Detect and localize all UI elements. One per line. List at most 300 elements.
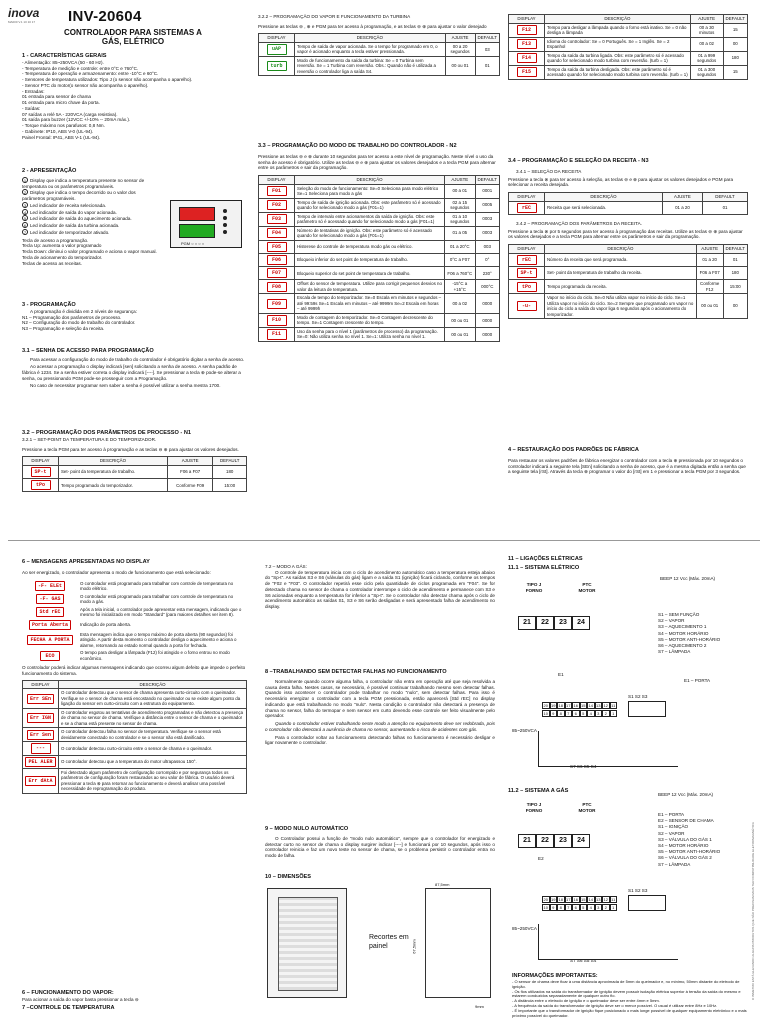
table-row	[259, 42, 500, 56]
terminal-block-electric	[542, 702, 617, 717]
table-cell: Seleção do modo de funcionamento: Se=0 Seleciona para modo elétrico Se=1 Seleciona para modo a gás	[295, 184, 445, 198]
recipe-select-table	[508, 192, 748, 215]
table-cell: 01	[703, 201, 748, 214]
parameters-continued	[508, 14, 748, 80]
table-row	[259, 56, 500, 76]
table-row	[259, 294, 500, 314]
table-cell: 0003	[475, 226, 499, 240]
message-display	[22, 649, 78, 662]
table-cell: 00	[723, 37, 747, 51]
terminal-21: 21	[518, 616, 536, 630]
table-cell: 00 a 30 minutos	[690, 23, 723, 37]
column-header: DEFAULT	[475, 176, 499, 185]
table-row	[259, 313, 500, 327]
terminal-block-pin: 2	[602, 904, 610, 911]
display-code: Porta Aberta	[29, 620, 71, 630]
presentation-item	[22, 177, 157, 189]
table-cell	[509, 280, 545, 294]
table-header-row	[509, 245, 748, 254]
terminal-block-pin: 5	[580, 904, 588, 911]
legend-electric	[658, 612, 720, 655]
presentation-item	[22, 229, 157, 236]
table-cell: 00 a 02	[690, 37, 723, 51]
led-turbine	[223, 230, 227, 234]
legend-item: S5 – MOTOR ANTI-HORÁRIO	[658, 849, 721, 855]
table-cell	[23, 689, 59, 709]
table-cell: Receita que será selecionada.	[545, 201, 663, 214]
message-text: Esta mensagem indica que o tempo máximo de porta aberta (90 segundos) foi atingido. A partir desta momento o controlador desliga o aquecimento e aciona o alarme, retornando ao estado normal quando a porta for fechada.	[80, 631, 237, 648]
side-view-drawing	[267, 888, 347, 998]
terminal-row	[542, 702, 617, 710]
display-code: turb	[267, 61, 287, 71]
table-row	[259, 212, 500, 226]
presentation-section: 2 - APRESENTAÇÃO 1 Display que indica a temperatura presente no sensor de temperatura ou os parâmetros programáveis. 2 Display que indica o tempo decorrido ou o valor dos parâmetros programáveis. 3 Led indicador de receita selecionada. 4 Led indicador de saída do vapor acionada. 5 Led indicador de saída do aquecimento acionada. 6 Led indicador de saída da turbina acionada. 7 Led indicador de temporizador ativado. Tecla de acesso a programação. Tecla Up: aumenta o valor programado Tecla Down: diminui o valor programado e aciona o vapor manual. Tecla de acionamento do temporizador. Teclas de acesso as receitas. PGM ○ ○ ○ ○	[22, 168, 247, 266]
recipe-params-table	[508, 244, 748, 319]
level-item: N3 – Programação e seleção da receita.	[22, 326, 105, 332]
terminal-block-pin: 18	[558, 703, 563, 708]
display-code: F06	[267, 255, 287, 265]
table-row	[509, 65, 748, 79]
time-display	[179, 224, 215, 238]
legend-item: S6 – VÁLVULA DO GÁS 2	[658, 855, 712, 861]
terminal-block-pin: 20	[543, 897, 548, 902]
column-header: DISPLAY	[259, 176, 295, 185]
table-row	[509, 294, 748, 319]
table-cell: 180	[723, 266, 747, 279]
table-cell: Set- point da temperatura de trabalho.	[59, 465, 168, 478]
table-cell: Offset do sensor de temperatura. Utilize para corrigir pequenos desvios no valor da leitura de temperatura.	[295, 280, 445, 294]
spec-line: - Temperatura de operação e armazenamento: entre -10°C e 60°C.	[22, 71, 159, 77]
terminal-block-pin: 1	[610, 710, 618, 717]
table-cell: Modo de contagem do temporizador. Se=0 Contagem decrescente do tempo. Se=1 Contagem crescente do tempo.	[295, 313, 445, 327]
table-cell: 01	[723, 253, 747, 266]
message-text: O controlador está programado para trabalhar com controle de temperatura no modo a gás.	[80, 593, 234, 605]
table-cell	[259, 42, 295, 56]
steam-table	[258, 33, 500, 76]
legend-item: S7 – LÂMPADA	[658, 861, 691, 867]
message-display	[22, 631, 78, 650]
table-row	[259, 198, 500, 212]
display-code: F11	[267, 329, 287, 339]
spec-line: - Alimentação: 85~250VCA (50 - 60 Hz).	[22, 59, 104, 65]
front-view-drawing	[425, 888, 491, 998]
table-cell: F06 a F07	[167, 465, 212, 478]
table-cell: 230°	[475, 267, 499, 280]
terminal-block-pin: 20	[543, 703, 548, 708]
work-mode-section: 3.3 – PROGRAMAÇÃO DO MODO DE TRABALHO DO CONTROLADOR - N2 Pressione as teclas ⊖ e ⊕ durante 10 segundos para ter acesso a este nível de programação. Neste nível o uso da senha de acesso é obrigatório. Utilize as teclas ⊖ e ⊕ para ajustar os valores desejados e a tecla PGM para alternar entre os parâmetros e sair da programação. DISPLAY DESCRIÇÃO AJUSTE DEFAULT F01 Seleção do modo de funcionamento: Se=0 Seleciona para modo elétrico Se=1 Seleciona para modo a gás 00 a 01 0001 F02 Tempo de saída de ignição acionada. Obs: este parâmetro só é acessado quando for selecionado modo a gás (F01=1) 02 a 15 segundos 0005 F03 Tempo de intervalo entre acionamentos da saída de ignição. Obs: este parâmetro só é acessado quando for selecionado modo a gás (F01=1) 01 a 10 segundos 0003 F04 Número de tentativas de ignição. Obs: este parâmetro só é acessado quando for selecionado modo a gás (F01=1) 01 a 05 0003 F05 Histerese do controle de temperatura modo gás ou elétrico. 01 a 20°C 003 F06 Bloqueio inferior do set point de temperatura de trabalho. 0°C a F07 0° F07 Bloqueio superior do set point de temperatura de trabalho. F06 a 760°C 230° F08 Offset do sensor de temperatura. Utilize para corrigir pequenos desvios no valor da leitura de temperatura. -15°C a +15°C 000°C F09 Escala de tempo do temporizador. Se=0 Escala em minutos e segundos – até 99:59s Se=1 Escala em minutos – até 9999m Se=2 Escala em horas – até 9999h 00 a 02 0000 F10 Modo de contagem do temporizador. Se=0 Contagem decrescente do tempo. Se=1 Contagem crescente do tempo. 00 ou 01 0000 F11 Uso da senha para o nível 1 (parâmetros de processo) da programação. Se=0: Não utiliza senha no nível 1. Se=1: Utiliza senha no nível 1. 00 ou 01 0000	[258, 143, 500, 342]
table-cell	[259, 226, 295, 240]
programming-section: 3 - PROGRAMAÇÃO A programação é dividida em 2 níveis de segurança: N1 – Programação dos parâmetros de processo. N2 – Configuração do modo de trabalho do controlador. N3 – Programação e seleção da receita.	[22, 302, 247, 332]
terminal-block-gas	[542, 896, 617, 911]
display-code: Err dAtA	[25, 776, 55, 786]
message-row	[22, 606, 247, 619]
terminal-block-pin: 2	[602, 710, 610, 717]
table-cell	[23, 479, 59, 492]
terminal-block-pin: 9	[550, 710, 558, 717]
legend-item: S1 – IGNIÇÃO	[658, 824, 689, 830]
column-header: DEFAULT	[723, 15, 747, 24]
table-cell	[23, 708, 59, 728]
table-cell: 01 a 20	[662, 201, 702, 214]
spec-line: 01 saída para buzzer (12VCC +/-10% -- 20mA máx.).	[22, 117, 131, 123]
table-cell: F06 a F07	[696, 266, 723, 279]
terminal-21: 21	[518, 834, 536, 848]
legend-gas	[658, 812, 720, 868]
table-cell	[23, 465, 59, 478]
display-code: F03	[267, 214, 287, 224]
column-header: DESCRIÇÃO	[295, 176, 445, 185]
terminal-block-pin: 13	[596, 703, 601, 708]
table-row	[259, 267, 500, 280]
display-code: -F- ELEt	[35, 581, 65, 591]
table-row	[23, 479, 247, 492]
table-cell: 00 ou 01	[445, 327, 476, 341]
relay-box-gas	[628, 895, 666, 911]
display-code: F12	[517, 25, 537, 35]
table-cell	[509, 51, 545, 65]
table-cell	[259, 184, 295, 198]
led-heat	[223, 223, 227, 227]
paragraph: Para acessar a configuração do modo de trabalho do controlador é obrigatório digitar a senha de acesso.	[30, 356, 245, 362]
wiring-section: 11 – LIGAÇÕES ELÉTRICAS 11.1 – SISTEMA ELÉTRICO BEEP 12 Vcc (Máx. 20mA) TIPO J FORNO PTC MOTOR 21 22 23 24 S1 – SEM FUNÇÃO S2 – VAPOR S3 – AQUECIMENTO 1 S4 – MOTOR HORÁRIO S5 – MOTOR ANTI-HORÁRIO S6 – AQUECIMENTO 2 S7 – LÂMPADA E1 – PORTA E1 20 19 18 17 16 15 14 13 12 11 10 9 8 7 6 5 4 3 2 1 S1 S2 S3 85~250VCA S7 S6 S5 S4 11.2 – SISTEMA A GÁS BEEP 12 Vcc (Máx. 20mA) TIPO J FORNO PTC MOTOR 21 22 23 24 E1 – PORTA E2 – SENSOR DE CHAMA S1 – IGNIÇÃO S2 – VAPOR S3 – VÁLVULA DO GÁS 1 S4 – MOTOR HORÁRIO S5 – MOTOR ANTI-HORÁRIO S6 – VÁLVULA DO GÁS 2 S7 – LÂMPADA E2 20 19 18 17 16 15 14 13 12 11 10 9 8 7 6 5 4 3 2 1 S1 S2 S3 85~250VCA S7 S6 S5 S4 INFORMAÇÕES IMPORTANTES: - O sensor de chama deve ficar à uma distância aproximada de 5mm do queimador e, no mínimo, 50mm distante do eletrodo de ignição. - Os fios utilizados na saída do transformador de ignição devem possuir isolação elétrica superior à tensão da saída do mesmo e estarem conduzidos separadamente de qualquer outro fio. - A distância entre o eletrodo de ignição e o queimador deve ser entre 4mm e 5mm. - A frequência da saída do transformador de ignição deve ser o menor possível. O usual é utilizar entre 8Hz e 10Hz. - É importante que o transformador de ignição fique posicionado o mais longe possível de qualquer equipamento eletrônico e o mais próximo possível do queimador.	[508, 556, 753, 1016]
spec-line: - Temperatura de medição e controle: entre 0°C e 760°C.	[22, 65, 139, 71]
info-line: - O sensor de chama deve ficar à uma distância aproximada de 5mm do queimador e, no mínimo, 50mm distante do eletrodo de ignição.	[512, 978, 740, 989]
level-item: N2 – Configuração do modo de trabalho do controlador.	[22, 320, 136, 326]
auto-null-section: 9 – MODO NULO AUTOMÁTICO O Controlador possui a função de "modo nulo automático", sempre que o controlador for energizado e detectar curto no sensor de chama o display surgirer indicar [----] e funcionará por 10 segundos, após isso o controlador reinicia e faz um novo teste no sensor de chama, se o problema persistir o controlador entra no modo de falha.	[265, 826, 495, 859]
messages-section: 6 – MENSAGENS APRESENTADAS NO DISPLAY Ao ser energizado, o controlador apresenta o modo de funcionamento que está selecionado: -F- ELEt O controlador está programado para trabalhar com controle de temperatura no modo elétrico. -F- GAS O controlador está programado para trabalhar com controle de temperatura no modo a gás. Std rEC Após a tela inicial, o controlador pode apresentar esta mensagem, indicando que o mesmo foi inicializado em modo "Standard" (para maiores detalhes ver item 8). Porta Aberta Indicação de porta aberta. FECHA A PORTA Esta mensagem indica que o tempo máximo de porta aberta (90 segundos) foi atingido. A partir desta momento o controlador desliga o aquecimento e aciona o alarme, retornando ao estado normal quando a porta for fechada. ECO O tempo para desligar a lâmpada (F12) foi atingido e o forno entrou no modo econômico. O controlador poderá indicar algumas mensagens indicando que ocorreu algum defeito que impede o perfeito funcionamento do sistema. DISPLAY DESCRIÇÃO Err SEn O controlador detectou que o sensor de chama apresenta curto-circuito com o queimador. Verifique se o sensor de chama está encostando no queimador ou se existe algum ponto da ligação do sensor em curto-circuito com a estrutura do equipamento. Err IGN O controlador esgotou as tentativas de acendimento programadas e não detectou a presença de chama no sensor de chama. Verifique a distância entre o sensor de chama e o queimador e se a chama está presente no sensor de chama. Err Sen O controlador detectou falha no sensor de temperatura. Verifique se o sensor está devidamente conectado no controlador e se o sensor não está danificado. --- O controlador detectou curto-circuito entre o sensor de chama e o queimador. PEL ALER O controlador detectou que a temperatura do motor ultrapassou 150°. Err dAtA Foi detectado algum parâmetro de configuração corrompido e por segurança todos os parâmetros de configuração foram restaurados ao seu valor de fábrica. O usuário deverá pressionar a tecla ⊗ para retornar ao funcionamento e deverá analisar uma possível necessidade de reprogramação do produto.	[22, 559, 247, 794]
item-text: Led indicador de saída da turbina acionada.	[30, 223, 120, 229]
message-text: Indicação de porta aberta.	[80, 622, 132, 628]
column-header: DISPLAY	[23, 680, 59, 689]
paragraph: Ao acessar a programação o display indicará [sen] solicitando a senha de acesso. A senha padrão de fábrica é 1234. Se a senha estiver correta o display indicará [----]. Se pressionar a tecla ⊕ pode-se alterar a senha, ou pressionando PGM pode-se prosseguir com a Programação.	[22, 364, 241, 381]
column-header: DEFAULT	[723, 245, 747, 254]
table-cell: Tempo programado do temporizador.	[59, 479, 168, 492]
message-row	[22, 593, 247, 606]
display-code: F01	[267, 186, 287, 196]
table-row	[259, 184, 500, 198]
table-cell: -15°C a +15°C	[445, 280, 476, 294]
display-code: F14	[517, 53, 537, 63]
terminal-22: 22	[536, 834, 554, 848]
table-cell: 02 a 15 segundos	[445, 198, 476, 212]
terminal-block-pin: 12	[603, 897, 608, 902]
column-header: DESCRIÇÃO	[59, 680, 247, 689]
table-cell: 0005	[475, 198, 499, 212]
table-cell: 00 ou 01	[445, 313, 476, 327]
wiring-lines-electric	[538, 731, 678, 767]
table-cell: O controlador detectou que a temperatura do motor ultrapassou 150°.	[59, 755, 247, 768]
table-cell	[259, 327, 295, 341]
terminal-block-pin: 6	[572, 710, 580, 717]
legend-item: S4 – MOTOR HORÁRIO	[658, 630, 709, 636]
wiring-lines-gas	[538, 924, 678, 960]
column-header: DESCRIÇÃO	[545, 193, 663, 202]
item-number: 7	[23, 229, 27, 235]
terminal-block-pin: 7	[565, 904, 573, 911]
process-section: 3.2 – PROGRAMAÇÃO DOS PARÂMETROS DE PROCESSO - N1 3.2.1 – SET-POINT DA TEMPERATURA E DO TEMPORIZADOR. Pressione a tecla PGM para ter acesso à programação e as teclas ⊖ ⊕ para ajustar os valores desejados. DISPLAY DESCRIÇÃO AJUSTE DEFAULT SP-t Set- point da temperatura de trabalho. F06 a F07 180 tPo Tempo programado do temporizador. Conforme F09 15:00	[22, 430, 247, 492]
table-cell	[23, 742, 59, 755]
display-code: uAP	[267, 44, 287, 54]
terminal-block-pin: 10	[543, 904, 548, 910]
table-row	[259, 327, 500, 341]
item-text: Led indicador de receita selecionada.	[30, 202, 107, 208]
spec-line: 07 saídas a relé 5A - 220VCA (carga resistiva).	[22, 111, 118, 117]
table-cell	[259, 280, 295, 294]
table-cell: Tempo de saída de vapor acionada. Se o tempo for programado em 0, o vapor é acionado enquanto a tecla estiver pressionada.	[295, 42, 446, 56]
table-cell: Foi detectado algum parâmetro de configuração corrompido e por segurança todos os parâmetros de configuração foram restaurados ao seu valor de fábrica. O usuário deverá pressionar a tecla ⊗ para retornar ao funcionamento e deverá analisar uma possível necessidade de reprogramação do produto.	[59, 768, 247, 793]
table-cell: 0°C a F07	[445, 253, 476, 266]
table-cell	[509, 65, 545, 79]
spec-line: 01 entrada para micro chave da porta.	[22, 100, 100, 106]
column-header: AJUSTE	[167, 457, 212, 466]
terminal-block-pin: 18	[558, 897, 563, 902]
table-row	[259, 253, 500, 266]
legend-item: S6 – AQUECIMENTO 2	[658, 642, 707, 648]
level-item: N1 – Programação dos parâmetros de processo.	[22, 314, 122, 320]
table-cell	[509, 266, 545, 279]
table-header-row	[23, 457, 247, 466]
legend-item: S2 – VAPOR	[658, 830, 685, 836]
column-header: DEFAULT	[475, 34, 499, 43]
column-header: DEFAULT	[703, 193, 748, 202]
table-cell: Vapor no início do ciclo. Se=0 Não utiliza vapor no início do ciclo. Se=1 Utiliza vapor no início do ciclo. Se=2 Sempre que programado um vapor no início do ciclo a saída do vapor liga 6 segundos após o acionamento do temporizador.	[545, 294, 697, 319]
table-cell: 0000	[475, 313, 499, 327]
spec-line: - Sensores de temperatura utilizados: Tipo J (o sensor não acompanha o aparelho).	[22, 77, 193, 83]
temperature-display	[179, 207, 215, 221]
table-row	[23, 689, 247, 709]
item-number: 4	[23, 209, 27, 215]
display-code: ECO	[40, 651, 60, 661]
column-header: DESCRIÇÃO	[59, 457, 168, 466]
column-header: AJUSTE	[696, 245, 723, 254]
table-cell: O controlador detectou que o sensor de chama apresenta curto-circuito com o queimador. Verifique se o sensor de chama está encostando no queimador ou se existe algum ponto da ligação do sensor em curto-circuito com a estrutura do equipamento.	[59, 689, 247, 709]
params-table-2	[508, 14, 748, 80]
spec-line: - Saídas:	[22, 105, 41, 111]
terminal-block-pin: 13	[596, 897, 601, 902]
terminal-row	[542, 710, 617, 718]
terminal-block-pin: 6	[572, 904, 580, 911]
table-cell: Tempo da saída da turbina desligada. Obs: este parâmetro só é acessado quando for selecionado modo turbina com reversão. (turb = 1)	[545, 65, 691, 79]
presentation-item	[22, 189, 157, 201]
terminal-block-pin: 3	[595, 904, 603, 911]
display-code: Err SEn	[27, 694, 54, 704]
table-cell: 01 a 300 segundos	[690, 65, 723, 79]
legend-item: S2 – VAPOR	[658, 618, 685, 624]
table-cell: Tempo para desligar a lâmpada quando o forno está inativo. Se = 0 não desliga a lâmpada	[545, 23, 691, 37]
table-header-row	[259, 176, 500, 185]
led-recipe	[223, 209, 227, 213]
legend-item: S3 – VÁLVULA DO GÁS 1	[658, 836, 712, 842]
table-cell: 15	[723, 65, 747, 79]
work-mode-table	[258, 175, 500, 342]
legend-item: S7 – LÂMPADA	[658, 649, 691, 655]
table-cell: Tempo programado da receita.	[545, 280, 697, 294]
table-cell: 00	[723, 294, 747, 319]
table-cell	[259, 267, 295, 280]
table-row	[23, 768, 247, 793]
table-row	[509, 253, 748, 266]
message-text: O controlador está programado para trabalhar com controle de temperatura no modo elétrico.	[80, 580, 234, 592]
table-cell: Escala de tempo do temporizador. Se=0 Escala em minutos e segundos – até 99:59s Se=1 Escala em minutos – até 9999m Se=2 Escala em horas – até 9999h	[295, 294, 445, 314]
message-display	[22, 593, 78, 606]
table-cell	[259, 240, 295, 253]
table-cell: 180	[723, 51, 747, 65]
item-text: Display que indica a temperatura presente no sensor de temperatura ou os parâmetros programáveis.	[22, 177, 145, 189]
table-header-row	[23, 680, 247, 689]
spec-line: 01 entrada para sensor de chama	[22, 94, 91, 100]
message-text: O tempo para desligar a lâmpada (F12) foi atingido e o forno entrou no modo econômico.	[80, 650, 230, 661]
key-description: Teclas de acesso as receitas.	[22, 260, 83, 266]
table-cell	[259, 212, 295, 226]
column-header: DISPLAY	[509, 15, 545, 24]
table-cell	[23, 768, 59, 793]
display-code: SP-t	[517, 268, 537, 278]
startup-messages-table	[22, 580, 247, 663]
column-header: DISPLAY	[509, 193, 545, 202]
dimensions-section: 10 – DIMENSÕES Recortes em painel 87,5mm 67,5mm 9mm	[265, 874, 495, 1014]
table-cell: 01 a 10 segundos	[445, 212, 476, 226]
table-cell: 180	[213, 465, 247, 478]
spec-line: Painel Frontal: IP41, ABS V-1 (UL-94).	[22, 134, 101, 140]
page-title: INV-20604	[68, 8, 142, 25]
table-cell: Uso da senha para o nível 1 (parâmetros de processo) da programação. Se=0: Não utiliza senha no nível 1. Se=1: Utiliza senha no nível 1.	[295, 327, 445, 341]
presentation-item	[22, 215, 157, 222]
display-code: Err IGN	[27, 713, 54, 723]
terminal-block-pin: 7	[565, 710, 573, 717]
terminal-block-pin: 15	[581, 897, 586, 902]
side-note: O INMETRO ESTÁ ELEVANDO ALGUNS PRODUTOS QUE NÃO PRECISAM MAIS TER COMPATIBILIDADE ELETROMAGNÉTICA	[751, 822, 755, 1000]
message-display	[22, 619, 78, 631]
terminal-24: 24	[572, 834, 590, 848]
no-fault-section: 8 –TRABALHANDO SEM DETECTAR FALHAS NO FUNCIONAMENTO Normalmente quando ocorre alguma falha, o controlador não entra em operação até que seja resolvida a causa desta falha. Nestes casos, se necessário, é possível continuar trabalhando mesmo sem detectar falhas. Quando isso acontecer o controlador pode trabalhar no modo "nulo", sem detectar falhas. Para isso é necessário energizar o controlador com a tecla PGM pressionada, então aparecerá [Std rEC] no display indicando que está trabalhando no modo "nulo". Nesta condição o controlador não detectará a presença de chama no sensor, falha do termopar e nem sensor em curto devendo esse controle ser feito visualmente pelo operador. Quando o controlador estiver trabalhando neste modo a atenção no equipamento deve ser redobrada, pois o controlador não detectará a ausência de chama no sensor, aumentando o risco de acidentes com gás. Para o controlador voltar ao funcionamento detectando falhas no funcionamento é necessário desligar e ligar novamente o controlador.	[265, 669, 495, 746]
terminal-block-pin: 14	[588, 897, 593, 902]
table-cell	[509, 201, 545, 214]
table-row	[259, 226, 500, 240]
presentation-item	[22, 202, 157, 209]
terminal-block-pin: 10	[543, 710, 548, 716]
terminal-row	[542, 896, 617, 904]
display-code: SP-t	[31, 467, 51, 477]
table-cell: 003	[475, 240, 499, 253]
message-row	[22, 619, 247, 631]
column-header: AJUSTE	[662, 193, 702, 202]
terminal-block-pin: 11	[611, 703, 616, 708]
table-cell: Set- point da temperatura de trabalho da receita.	[545, 266, 697, 279]
presentation-item	[22, 209, 157, 216]
table-cell: Bloqueio inferior do set point de temperatura de trabalho.	[295, 253, 445, 266]
terminal-block-pin: 9	[550, 904, 558, 911]
table-cell	[259, 198, 295, 212]
legend-item: S4 – MOTOR HORÁRIO	[658, 842, 709, 848]
terminal-block-pin: 11	[611, 897, 616, 902]
column-header: DISPLAY	[509, 245, 545, 254]
terminal-block-pin: 19	[551, 897, 556, 902]
display-code: -u-	[517, 301, 537, 311]
table-row	[509, 201, 748, 214]
table-row	[259, 240, 500, 253]
table-cell: 0000	[475, 327, 499, 341]
terminal-block-pin: 12	[603, 703, 608, 708]
legend-item: S5 – MOTOR ANTI-HORÁRIO	[658, 636, 721, 642]
display-code: PEL ALER	[25, 757, 55, 767]
dim-depth: 9mm	[475, 1004, 484, 1009]
display-code: Std rEC	[36, 607, 63, 617]
table-cell: 15:00	[723, 280, 747, 294]
dim-width: 87,5mm	[435, 882, 450, 887]
table-header-row	[509, 193, 748, 202]
paragraph: No caso de necessitar programar sem saber a senha é possível utilizar a senha mestra 1700.	[30, 382, 221, 388]
column-header: DISPLAY	[259, 34, 295, 43]
table-cell	[259, 56, 295, 76]
table-cell: Modo de funcionamento da saída da turbina: Se = 0 Turbina sem reversão. Se = 1 Turbina com reversão. Obs.: Quando não é utilizada a reversão o controlador liga a saída S4.	[295, 56, 446, 76]
table-cell: Número da receita que será programada.	[545, 253, 697, 266]
table-cell: 0001	[475, 184, 499, 198]
display-code: F07	[267, 268, 287, 278]
key-description: Tecla Down: diminui o valor programado e aciona o vapor manual.	[22, 249, 157, 255]
table-row	[509, 37, 748, 51]
table-cell: Tempo de intervalo entre acionamentos da saída de ignição. Obs: este parâmetro só é acessado quando for selecionado modo a gás (F01=1)	[295, 212, 445, 226]
table-cell: 00 a 01	[445, 184, 476, 198]
terminal-block-pin: 17	[566, 897, 571, 902]
item-text: Led indicador de saída do vapor acionada.	[30, 209, 117, 215]
terminal-23: 23	[554, 616, 572, 630]
table-cell: 15:00	[213, 479, 247, 492]
key-row: PGM ○ ○ ○ ○	[181, 241, 205, 246]
terminal-block-pin: 16	[573, 897, 578, 902]
item-number: 5	[23, 216, 27, 222]
table-cell	[259, 313, 295, 327]
table-cell: 01 a 20	[696, 253, 723, 266]
terminal-block-pin: 15	[581, 703, 586, 708]
legend-item: E2 – SENSOR DE CHAMA	[658, 818, 714, 824]
info-line: - A distância entre o eletrodo de ignição e o queimador deve ser entre 4mm e 5mm.	[512, 998, 660, 1004]
terminal-row	[542, 904, 617, 912]
display-code: F10	[267, 315, 287, 325]
password-section: 3.1 – SENHA DE ACESSO PARA PROGRAMAÇÃO Para acessar a configuração do modo de trabalho do controlador é obrigatório digitar a senha de acesso. Ao acessar a programação o display indicará [sen] solicitando a senha de acesso. A senha padrão de fábrica é 1234. Se a senha estiver correta o display indicará [----]. Se pressionar a tecla ⊕ pode-se alterar a senha, ou pressionando PGM pode-se prosseguir com a Programação. No caso de necessitar programar sem saber a senha é possível utilizar a senha mestra 1700.	[22, 348, 247, 390]
terminal-23: 23	[554, 834, 572, 848]
info-line: - A frequência da saída do transformador de ignição deve ser o menor possível. O usual é utilizar entre 8Hz e 10Hz.	[512, 1002, 718, 1008]
table-cell	[509, 23, 545, 37]
terminal-24: 24	[572, 616, 590, 630]
table-cell: 03	[475, 42, 499, 56]
table-cell	[509, 294, 545, 319]
sensor-terminals-gas	[518, 834, 590, 848]
table-cell: 0°	[475, 253, 499, 266]
error-messages-table	[22, 680, 247, 794]
item-text: Led indicador de saída do aquecimento acionada.	[30, 216, 132, 222]
factory-reset-section: 4 – RESTAURAÇÃO DOS PADRÕES DE FÁBRICA Para restaurar os valores padrões de fábrica energizar o controlador com a tecla ⊕ pressionada por 10 segundos o controlador indicará a seguinte tela [SEn] solicitando a senha de acesso, que é a mesma digitada então a senha que a seguinte tela [rSt]. Através da tecla ⊕ programar o valor do [rSt] em 1 e pressionar a tecla PGM por 3 segundos.	[508, 447, 746, 475]
spec-line: - Sensor PTC do motor(o sensor não acompanha o aparelho).	[22, 82, 149, 88]
important-info: INFORMAÇÕES IMPORTANTES: - O sensor de chama deve ficar à uma distância aproximada de 5mm do queimador e, no mínimo, 50mm distante do eletrodo de ignição. - Os fios utilizados na saída do transformador de ignição devem possuir isolação elétrica superior à tensão da saída do mesmo e estarem conduzidos separadamente de qualquer outro fio. - A distância entre o eletrodo de ignição e o queimador deve ser entre 4mm e 5mm. - A frequência da saída do transformador de ignição deve ser o menor possível. O usual é utilizar entre 8Hz e 10Hz. - É importante que o transformador de ignição fique posicionado o mais longe possível de qualquer equipamento eletrônico e o mais próximo possível do queimador.	[512, 973, 750, 1018]
item-number: 6	[23, 223, 27, 229]
led-steam	[223, 216, 227, 220]
display-code: F04	[267, 228, 287, 238]
spec-line: - Gabinete: IP10, ABS V-0 (UL-94).	[22, 128, 94, 134]
table-row	[509, 266, 748, 279]
presentation-item	[22, 222, 157, 229]
gas-mode-section: 7.2 – MODO A GÁS: O controle de temperatura inicia com o ciclo de acendimento automático caso a temperatura esteja abaixo do "Sp-t". As saídas S3 e S6 (válvulas do gás) ligam e a saída S1 (ignição) ficará ciclando, conforme os tempos de "F02 e "F03". O controlador repetirá esse ciclo pela quantidade de ciclos programada em "F04". Se for detectado chama no sensor de chama o controlador interrompe o ciclo de acendimento e permanece com S3 e S6 acionadas enquanto a temperatura for inferior a "Sp-t". Se o controlador não detectar chama após o ciclo de acendimento automático as saídas S1, S3 e S6 serão desligadas e será apresentado falha de acendimento no display.	[265, 564, 495, 610]
page-subtitle: CONTROLADOR PARA SISTEMAS A GÁS, ELÉTRICO	[64, 27, 202, 46]
table-cell: F06 a 760°C	[445, 267, 476, 280]
table-cell	[509, 253, 545, 266]
panel-cutout-label: Recortes em painel	[369, 934, 409, 950]
spec-line: - Entradas:	[22, 88, 45, 94]
display-code: rEC	[517, 203, 537, 213]
table-cell	[509, 37, 545, 51]
table-cell: O controlador detectou curto-circuito entre o sensor de chama e o queimador.	[59, 742, 247, 755]
terminal-block-pin: 8	[557, 904, 565, 911]
item-text: Display que indica o tempo decorrido ou o valor dos parâmetros programáveis.	[22, 190, 136, 202]
